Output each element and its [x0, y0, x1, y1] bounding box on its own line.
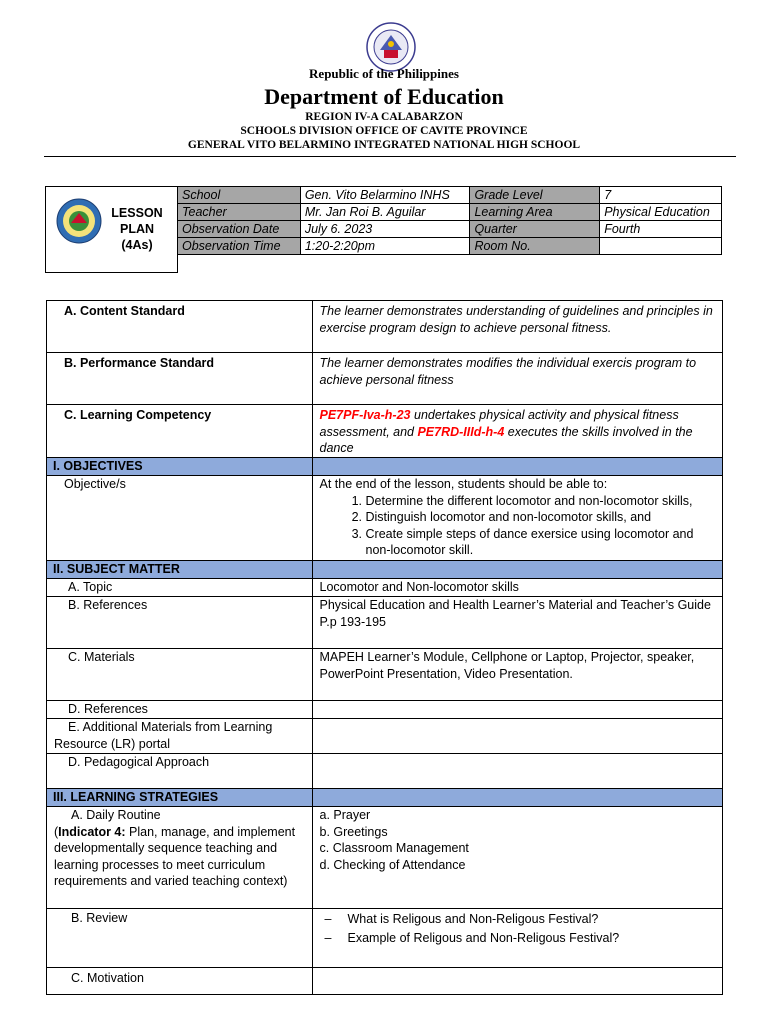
performance-standard-label: B. Performance Standard	[47, 353, 313, 405]
additional-materials-label: E. Additional Materials from Learning Resource (LR) portal	[47, 719, 313, 754]
room-label: Room No.	[470, 238, 600, 255]
learning-area-value: Physical Education	[600, 204, 722, 221]
objectives-heading-fill	[312, 458, 723, 476]
routine-item: a. Prayer	[319, 808, 371, 822]
quarter-value: Fourth	[600, 221, 722, 238]
teacher-label: Teacher	[178, 204, 301, 221]
observation-date-value: July 6. 2023	[300, 221, 470, 238]
objectives-heading: I. OBJECTIVES	[47, 458, 313, 476]
school-label: School	[178, 187, 301, 204]
lesson-plan-line2: PLAN	[119, 222, 155, 236]
objective-item: 1. Determine the different locomotor and non-locomotor skills,	[366, 493, 717, 510]
teacher-value: Mr. Jan Roi B. Aguilar	[300, 204, 470, 221]
indicator-description: Plan, manage, and implement developmentally sequence teaching and learning processes to meet curriculum requirements and varied teaching context)	[54, 824, 296, 888]
objective-item: 2. Distinguish locomotor and non-locomotor skills, and	[366, 509, 717, 526]
republic-line: Republic of the Philippines	[309, 66, 459, 81]
motivation-label: C. Motivation	[47, 968, 313, 995]
lesson-plan-table	[46, 300, 723, 995]
competency-code-2: PE7RD-IIId-h-4	[417, 424, 505, 439]
pedagogical-approach-value	[312, 754, 723, 789]
review-item: – Example of Religous and Non-Religous Festival?	[313, 929, 717, 948]
learning-strategies-heading-fill	[312, 789, 723, 807]
daily-routine-cell	[47, 807, 313, 909]
competency-code-1: PE7PF-Iva-h-23	[319, 408, 411, 422]
indicator-text: (Indicator 4: Plan, manage, and implement developmentally sequence teaching and learning processes to meet curriculum requirements and varied teaching context)	[54, 824, 296, 888]
lesson-plan-box	[45, 186, 178, 273]
school-line: GENERAL VITO BELARMINO INTEGRATED NATIONAL HIGH SCHOOL	[187, 139, 581, 151]
objectives-intro: At the end of the lesson, students should be able to:	[319, 477, 608, 491]
references-d-label: D. References	[47, 701, 313, 719]
objectives-label: Objective/s	[47, 476, 313, 561]
room-value	[600, 238, 722, 255]
objective-item: 3. Create simple steps of dance exersice using locomotor and non-locomotor skill.	[366, 526, 717, 559]
references-label: B. References	[47, 597, 313, 649]
deped-seal-icon	[366, 22, 416, 72]
topic-label: A. Topic	[47, 579, 313, 597]
daily-routine-list	[312, 807, 723, 909]
observation-time-label: Observation Time	[178, 238, 301, 255]
observation-date-label: Observation Date	[178, 221, 301, 238]
routine-item: c. Classroom Management	[319, 841, 469, 855]
topic-value: Locomotor and Non-locomotor skills	[312, 579, 723, 597]
references-d-value	[312, 701, 723, 719]
school-value: Gen. Vito Belarmino INHS	[300, 187, 470, 204]
motivation-value	[312, 968, 723, 995]
content-standard-label: A. Content Standard	[47, 301, 313, 353]
region-line: REGION IV-A CALABARZON	[305, 111, 463, 123]
competency-text-1: undertakes physical activity and physical fitness assessment, and	[319, 408, 679, 439]
review-list	[313, 910, 717, 948]
department-title: Department of Education	[264, 84, 504, 109]
lesson-plan-title	[104, 205, 170, 253]
materials-value: MAPEH Learner’s Module, Cellphone or Laptop, Projector, speaker, PowerPoint Presentation, Video Presentation.	[312, 649, 723, 701]
header-rule	[44, 156, 736, 157]
review-label: B. Review	[47, 909, 313, 968]
routine-item: b. Greetings	[319, 824, 388, 839]
indicator-label: Indicator 4:	[58, 824, 126, 839]
review-content	[312, 909, 723, 968]
references-value: Physical Education and Health Learner’s Material and Teacher’s Guide P.p 193-195	[312, 597, 723, 649]
learning-competency-label: C. Learning Competency	[47, 405, 313, 458]
subject-matter-heading: II. SUBJECT MATTER	[47, 561, 313, 579]
content-standard-text: The learner demonstrates understanding of guidelines and principles in exercise program design to achieve personal fitness.	[312, 301, 723, 353]
daily-routine-label: A. Daily Routine	[71, 808, 161, 822]
competency-text-2: executes the skills involved in the dance	[319, 424, 693, 455]
lesson-info-block	[45, 186, 722, 272]
school-logo-icon	[56, 198, 102, 244]
review-item: – What is Religous and Non-Religous Festival?	[313, 910, 717, 929]
quarter-label: Quarter	[470, 221, 600, 238]
pedagogical-approach-label: D. Pedagogical Approach	[47, 754, 313, 789]
materials-label: C. Materials	[47, 649, 313, 701]
performance-standard-text: The learner demonstrates modifies the individual exercis program to achieve personal fitness	[312, 353, 723, 405]
grade-level-label: Grade Level	[470, 187, 600, 204]
lesson-plan-line1: LESSON	[111, 206, 163, 220]
info-table	[177, 186, 722, 255]
division-line: SCHOOLS DIVISION OFFICE OF CAVITE PROVINCE	[240, 125, 528, 137]
learning-competency-text	[312, 405, 723, 458]
learning-area-label: Learning Area	[470, 204, 600, 221]
subject-matter-heading-fill	[312, 561, 723, 579]
additional-materials-value	[312, 719, 723, 754]
lesson-plan-line3: (4As)	[121, 238, 153, 252]
grade-level-value: 7	[600, 187, 722, 204]
objectives-content	[312, 476, 723, 561]
routine-item: d. Checking of Attendance	[319, 857, 466, 872]
learning-strategies-heading: III. LEARNING STRATEGIES	[47, 789, 313, 807]
objectives-list	[320, 493, 717, 559]
observation-time-value: 1:20-2:20pm	[300, 238, 470, 255]
